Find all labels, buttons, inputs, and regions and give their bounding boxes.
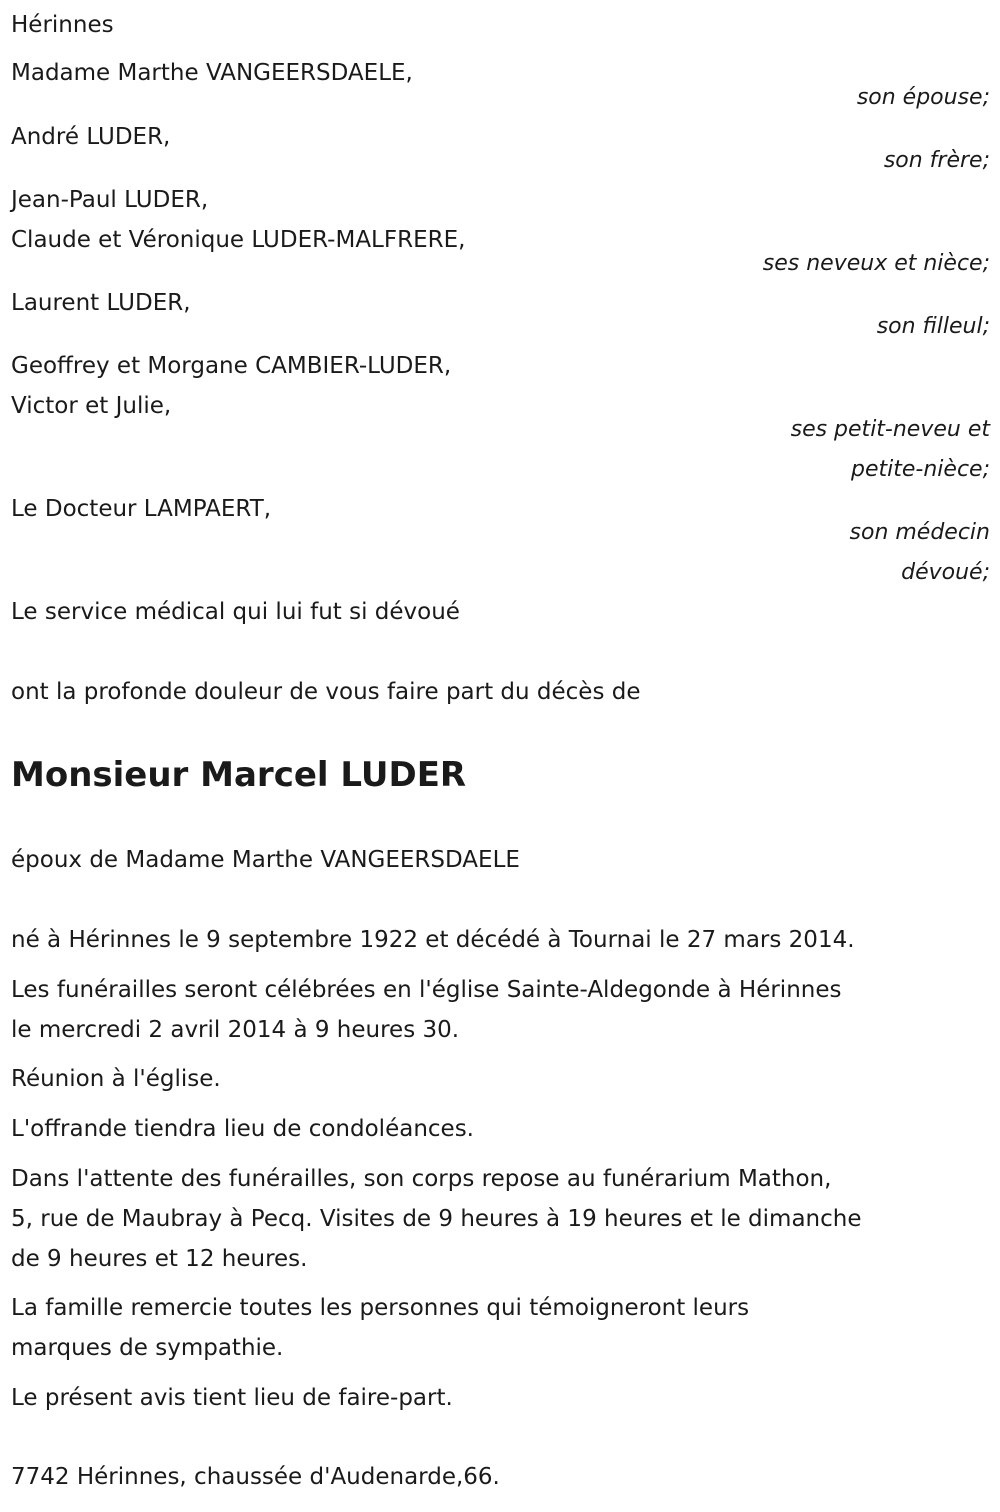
detail-line: le mercredi 2 avril 2014 à 9 heures 30. <box>11 1017 460 1043</box>
detail-line: Le présent avis tient lieu de faire-part. <box>11 1385 453 1411</box>
family-relation: son médecin <box>849 520 990 545</box>
detail-line: Réunion à l'église. <box>11 1066 221 1092</box>
family-relation: son épouse; <box>856 85 990 110</box>
announcement: ont la profonde douleur de vous faire part du décès de <box>11 679 641 705</box>
family-relation: ses petit-neveu et <box>790 417 990 442</box>
family-name: Laurent LUDER, <box>11 290 191 316</box>
family-name: André LUDER, <box>11 124 171 150</box>
family-name: Geoffrey et Morgane CAMBIER-LUDER, <box>11 353 452 379</box>
detail-line: Les funérailles seront célébrées en l'église Sainte-Aldegonde à Hérinnes <box>11 977 842 1003</box>
family-name: Victor et Julie, <box>11 393 172 419</box>
detail-line: de 9 heures et 12 heures. <box>11 1246 308 1272</box>
family-name: Claude et Véronique LUDER-MALFRERE, <box>11 227 466 253</box>
family-name: Madame Marthe VANGEERSDAELE, <box>11 60 413 86</box>
address: 7742 Hérinnes, chaussée d'Audenarde,66. <box>11 1464 500 1490</box>
deceased-name: Monsieur Marcel LUDER <box>11 755 467 795</box>
detail-line: L'offrande tiendra lieu de condoléances. <box>11 1116 474 1142</box>
family-relation: ses neveux et nièce; <box>762 251 990 276</box>
detail-line: 5, rue de Maubray à Pecq. Visites de 9 heures à 19 heures et le dimanche <box>11 1206 862 1232</box>
family-relation: dévoué; <box>901 560 990 585</box>
location-header: Hérinnes <box>11 12 114 38</box>
spouse-line: époux de Madame Marthe VANGEERSDAELE <box>11 847 520 873</box>
family-relation: son frère; <box>883 148 990 173</box>
family-relation: son filleul; <box>876 314 990 339</box>
family-name: Le Docteur LAMPAERT, <box>11 496 272 522</box>
detail-line: La famille remercie toutes les personnes qui témoigneront leurs <box>11 1295 750 1321</box>
family-name: Jean-Paul LUDER, <box>11 187 209 213</box>
detail-line: marques de sympathie. <box>11 1335 284 1361</box>
service-line: Le service médical qui lui fut si dévoué <box>11 599 460 625</box>
detail-line: né à Hérinnes le 9 septembre 1922 et décédé à Tournai le 27 mars 2014. <box>11 927 855 953</box>
family-relation: petite-nièce; <box>851 457 990 482</box>
detail-line: Dans l'attente des funérailles, son corps repose au funérarium Mathon, <box>11 1166 832 1192</box>
